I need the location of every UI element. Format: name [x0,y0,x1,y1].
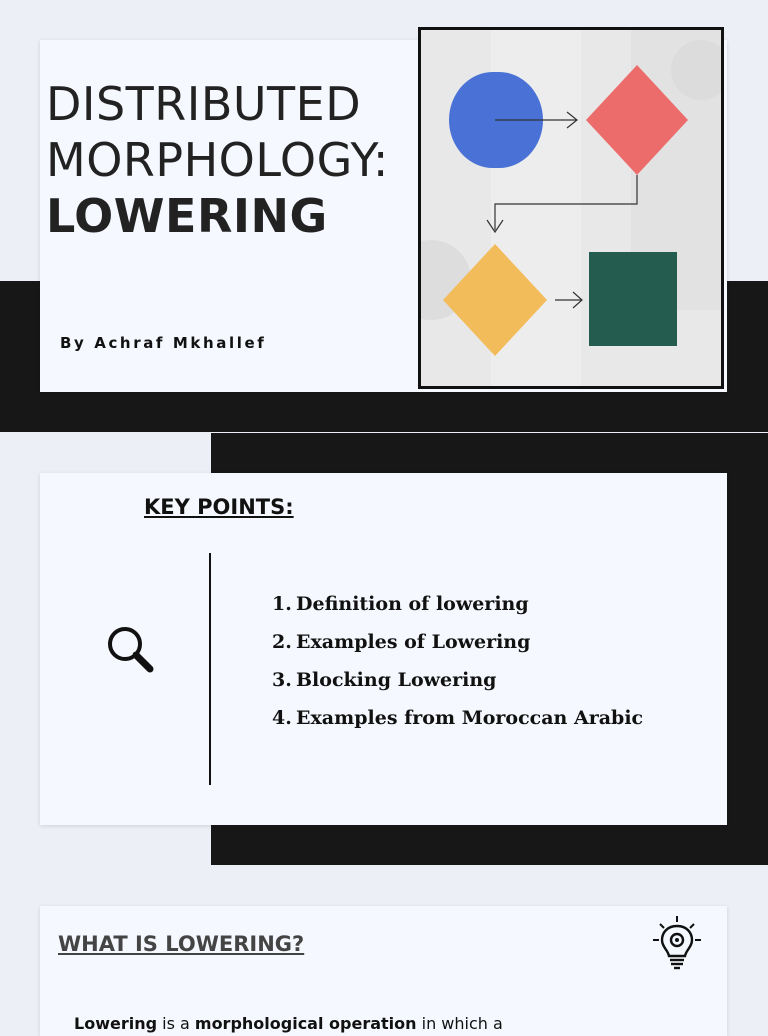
what-is-lowering-heading: WHAT IS LOWERING? [58,932,305,956]
key-points-list [272,585,643,737]
flowchart-icon [421,30,721,386]
list-item-label: Definition of lowering [296,593,529,615]
list-item-label: Examples from Moroccan Arabic [296,707,644,729]
term-lowering: Lowering [74,1014,158,1033]
title-line-3: LOWERING [46,189,328,243]
key-points-heading: KEY POINTS: [144,495,294,519]
what-is-lowering-slide [40,906,727,1036]
title-line-2: MORPHOLOGY: [46,133,389,187]
list-item-label: Examples of Lowering [296,631,531,653]
list-item [272,623,643,661]
list-number: 1. [272,593,292,615]
key-points-slide [40,473,727,825]
vertical-divider [209,553,211,785]
list-number: 2. [272,631,292,653]
list-item [272,699,643,737]
lightbulb-gear-icon [650,914,704,976]
term-morphological-operation: morphological operation [194,1014,417,1033]
author-credit: By Achraf Mkhallef [60,334,267,352]
search-icon [104,623,158,681]
list-item [272,661,643,699]
title-line-1: DISTRIBUTED [46,77,362,131]
title-slide [40,40,727,392]
list-number: 4. [272,707,292,729]
list-item [272,585,643,623]
flowchart-illustration [418,27,724,389]
list-item-label: Blocking Lowering [296,669,497,691]
text-fragment: is a [157,1014,195,1033]
text-fragment: in which a [416,1014,503,1033]
list-number: 3. [272,669,292,691]
